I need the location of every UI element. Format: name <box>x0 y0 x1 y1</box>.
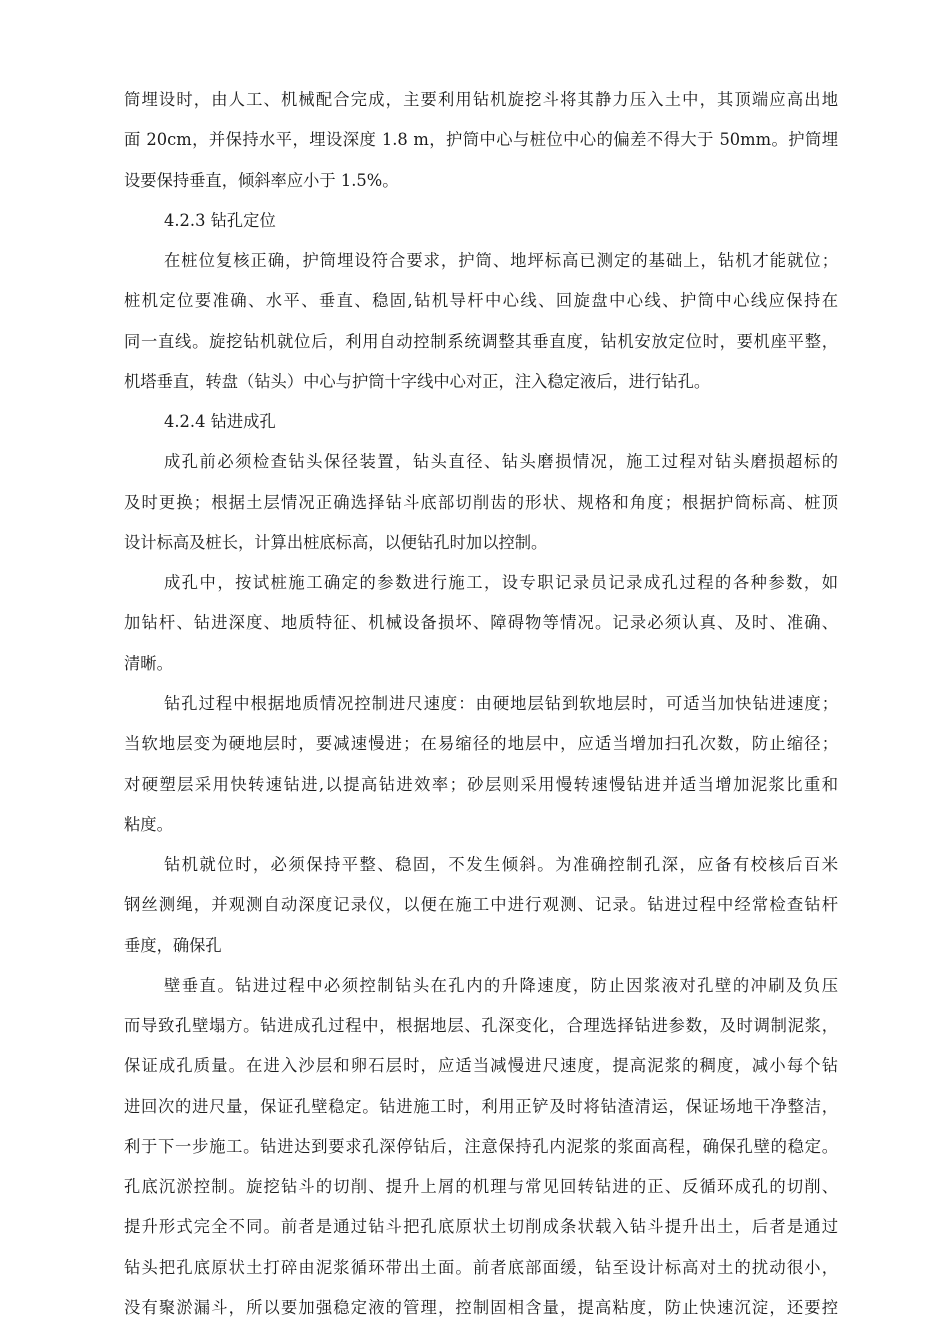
text-line: 机塔垂直，转盘（钻头）中心与护筒十字线中心对正，注入稳定液后，进行钻孔。 <box>124 372 711 391</box>
section-heading: 4.2.3 钻孔定位 <box>164 211 276 230</box>
text-line: 钢丝测绳，并观测自动深度记录仪，以便在施工中进行观测、记录。钻进过程中经常检查钻杆 <box>124 895 838 914</box>
text-line: 桩机定位要准确、水平、垂直、稳固,钻机导杆中心线、回旋盘中心线、护筒中心线应保持在 <box>124 291 838 310</box>
text-line: 对硬塑层采用快转速钻进,以提高钻进效率；砂层则采用慢转速慢钻进并适当增加泥浆比重和 <box>124 775 838 794</box>
text-line: 筒埋设时，由人工、机械配合完成，主要利用钻机旋挖斗将其静力压入土中，其顶端应高出地 <box>124 90 838 109</box>
text-line: 而导致孔壁塌方。钻进成孔过程中，根据地层、孔深变化，合理选择钻进参数，及时调制泥浆， <box>124 1016 838 1035</box>
text-line: 当软地层变为硬地层时，要减速慢进；在易缩径的地层中，应适当增加扫孔次数，防止缩径； <box>124 734 838 753</box>
text-line: 清晰。 <box>124 654 173 673</box>
text-line: 保证成孔质量。在进入沙层和卵石层时，应适当减慢进尺速度，提高泥浆的稠度，减小每个钻 <box>124 1056 838 1075</box>
text-line: 提升形式完全不同。前者是通过钻斗把孔底原状土切削成条状载入钻斗提升出土，后者是通过 <box>124 1217 838 1236</box>
text-line: 垂度，确保孔 <box>124 936 222 955</box>
text-line: 成孔前必须检查钻头保径装置，钻头直径、钻头磨损情况，施工过程对钻头磨损超标的 <box>164 452 838 471</box>
text-line: 在桩位复核正确，护筒埋设符合要求，护筒、地坪标高已测定的基础上，钻机才能就位； <box>164 251 838 270</box>
section-heading: 4.2.4 钻进成孔 <box>164 412 276 431</box>
text-line: 钻孔过程中根据地质情况控制进尺速度：由硬地层钻到软地层时，可适当加快钻进速度； <box>164 694 838 713</box>
text-line: 及时更换；根据土层情况正确选择钻斗底部切削齿的形状、规格和角度；根据护筒标高、桩顶 <box>124 493 838 512</box>
text-line: 成孔中，按试桩施工确定的参数进行施工，设专职记录员记录成孔过程的各种参数，如 <box>164 573 838 592</box>
text-line: 进回次的进尺量，保证孔壁稳定。钻进施工时，利用正铲及时将钻渣清运，保证场地干净整洁， <box>124 1097 838 1116</box>
text-line: 同一直线。旋挖钻机就位后，利用自动控制系统调整其垂直度，钻机安放定位时，要机座平整， <box>124 332 838 351</box>
text-line: 利于下一步施工。钻进达到要求孔深停钻后，注意保持孔内泥浆的浆面高程，确保孔壁的稳定。 <box>124 1137 838 1156</box>
text-line: 钻头把孔底原状土打碎由泥浆循环带出土面。前者底部面缓，钻至设计标高对土的扰动很小， <box>124 1258 838 1277</box>
text-line: 壁垂直。钻进过程中必须控制钻头在孔内的升降速度，防止因浆液对孔壁的冲刷及负压 <box>164 976 838 995</box>
text-line: 设要保持垂直，倾斜率应小于 1.5%。 <box>124 171 399 190</box>
text-line: 粘度。 <box>124 815 173 834</box>
text-line: 设计标高及桩长，计算出桩底标高，以便钻孔时加以控制。 <box>124 533 548 552</box>
text-line: 钻机就位时，必须保持平整、稳固，不发生倾斜。为准确控制孔深，应备有校核后百米 <box>164 855 838 874</box>
text-line: 加钻杆、钻进深度、地质特征、机械设备损坏、障碍物等情况。记录必须认真、及时、准确、 <box>124 613 838 632</box>
text-line: 面 20cm，并保持水平，埋设深度 1.8 m，护筒中心与桩位中心的偏差不得大于 50mm。护筒埋 <box>124 130 838 149</box>
text-line: 没有聚淤漏斗，所以要加强稳定液的管理，控制固相含量，提高粘度，防止快速沉淀，还要控 <box>124 1298 838 1317</box>
text-line: 孔底沉淤控制。旋挖钻斗的切削、提升上屑的机理与常见回转钻进的正、反循环成孔的切削、 <box>124 1177 838 1196</box>
